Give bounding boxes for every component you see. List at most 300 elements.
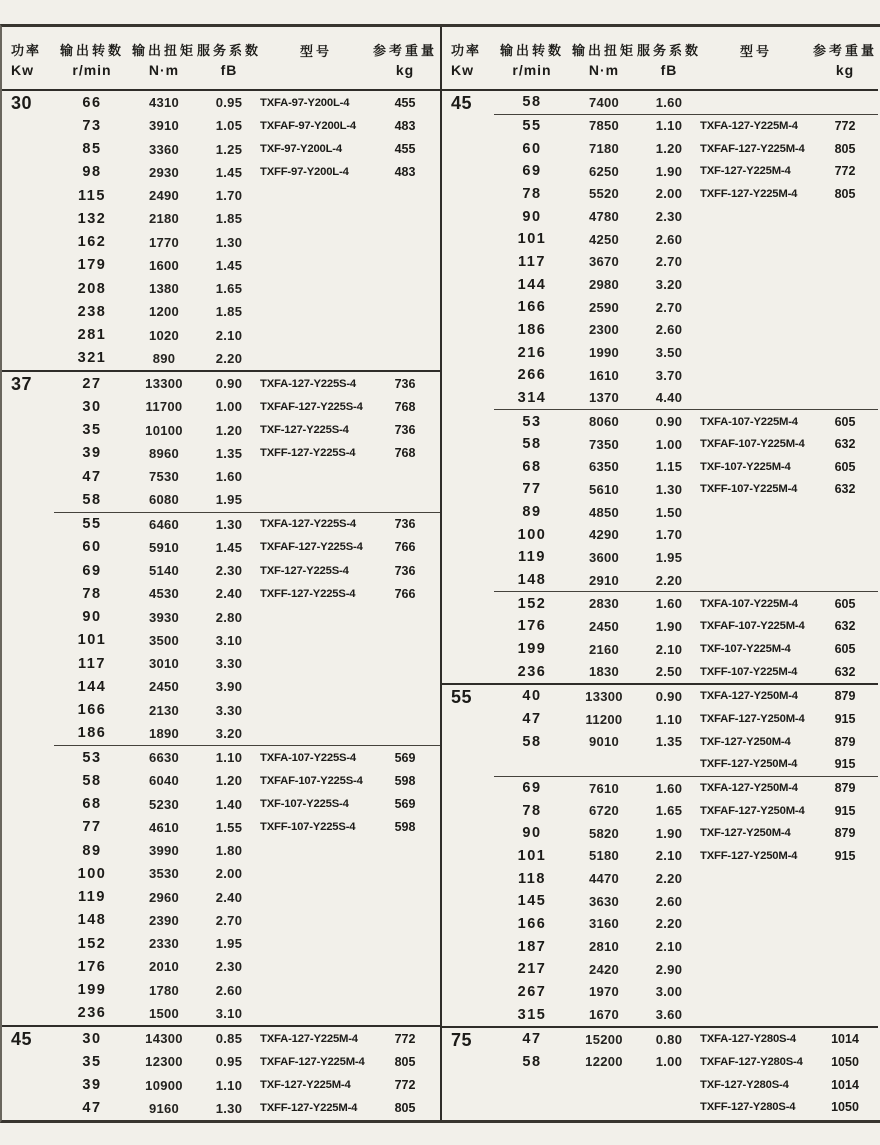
cell-output-speed: 117 bbox=[518, 253, 546, 270]
cell-output-speed: 236 bbox=[517, 663, 547, 680]
cell-service-factor: 2.30 bbox=[655, 209, 683, 225]
cell-output-torque: 3930 bbox=[148, 609, 180, 625]
cell-ref-weight: 455 bbox=[394, 142, 416, 157]
cell-output-speed: 118 bbox=[518, 870, 546, 887]
cell-output-speed: 217 bbox=[517, 961, 547, 978]
cell-output-speed: 47 bbox=[522, 711, 542, 728]
row-group bbox=[54, 91, 440, 370]
cell-output-speed: 119 bbox=[78, 889, 106, 906]
table-row bbox=[494, 501, 878, 524]
cell-output-speed: 58 bbox=[82, 491, 102, 508]
table-body-left bbox=[2, 91, 440, 1120]
cell-output-speed: 148 bbox=[517, 572, 547, 589]
table-row bbox=[494, 569, 878, 592]
cell-service-factor: 2.70 bbox=[655, 299, 683, 315]
cell-model: TXFA-127-Y225M-4 bbox=[260, 1032, 358, 1045]
table-row bbox=[54, 91, 440, 114]
table-row bbox=[54, 746, 440, 769]
cell-service-factor: 3.50 bbox=[655, 345, 683, 361]
cell-ref-weight: 879 bbox=[834, 781, 856, 796]
table-row bbox=[494, 660, 878, 683]
header-output-torque bbox=[130, 27, 198, 89]
table-row bbox=[494, 478, 878, 501]
cell-service-factor: 0.95 bbox=[215, 95, 243, 111]
cell-output-torque: 1890 bbox=[148, 725, 180, 741]
cell-output-torque: 3990 bbox=[148, 843, 180, 859]
cell-output-torque: 2330 bbox=[148, 936, 180, 952]
table-row bbox=[54, 465, 440, 488]
cell-output-torque: 3530 bbox=[148, 866, 180, 882]
cell-model: TXFA-107-Y225M-4 bbox=[700, 597, 798, 610]
power-section bbox=[2, 1025, 440, 1120]
cell-output-speed: 78 bbox=[522, 185, 542, 202]
cell-service-factor: 3.70 bbox=[655, 367, 683, 383]
cell-service-factor: 1.45 bbox=[215, 164, 243, 180]
table-row bbox=[54, 254, 440, 277]
cell-output-torque: 2420 bbox=[588, 961, 620, 977]
cell-output-torque: 9160 bbox=[148, 1100, 180, 1116]
table-row bbox=[54, 909, 440, 932]
cell-service-factor: 1.10 bbox=[655, 711, 683, 727]
table-row bbox=[494, 523, 878, 546]
cell-output-speed: 73 bbox=[82, 117, 102, 134]
cell-model: TXFAF-127-Y250M-4 bbox=[700, 713, 805, 726]
header-output-torque-label: 输出扭矩 bbox=[131, 43, 196, 58]
cell-output-torque: 2180 bbox=[148, 211, 180, 227]
table-row bbox=[54, 513, 440, 536]
cell-output-speed: 58 bbox=[522, 94, 542, 111]
cell-model: TXFAF-97-Y200L-4 bbox=[260, 119, 356, 132]
table-row bbox=[494, 273, 878, 296]
cell-service-factor: 3.00 bbox=[655, 984, 683, 1000]
cell-output-torque: 4470 bbox=[588, 871, 620, 887]
table-row bbox=[54, 161, 440, 184]
cell-output-speed: 236 bbox=[77, 1005, 107, 1022]
table-row bbox=[494, 456, 878, 479]
cell-service-factor: 1.90 bbox=[655, 163, 683, 179]
row-group bbox=[494, 1028, 878, 1119]
cell-service-factor: 2.60 bbox=[655, 231, 683, 247]
cell-output-torque: 2910 bbox=[588, 572, 620, 588]
table-row bbox=[494, 708, 878, 731]
cell-service-factor: 1.90 bbox=[655, 618, 683, 634]
cell-output-torque: 1600 bbox=[148, 257, 180, 273]
power-section bbox=[2, 91, 440, 370]
cell-output-speed: 77 bbox=[82, 819, 102, 836]
header-output-speed-label: 输出转数 bbox=[59, 43, 124, 58]
cell-service-factor: 1.95 bbox=[215, 492, 243, 508]
header-service-factor-label: 服务系数 bbox=[637, 43, 702, 58]
table-panel-right bbox=[440, 27, 878, 1120]
cell-output-speed: 267 bbox=[517, 983, 547, 1000]
cell-service-factor: 3.20 bbox=[655, 277, 683, 293]
cell-output-speed: 90 bbox=[82, 609, 102, 626]
table-row bbox=[494, 205, 878, 228]
cell-ref-weight: 483 bbox=[394, 165, 416, 180]
section-groups bbox=[54, 91, 440, 370]
cell-output-speed: 66 bbox=[82, 94, 102, 111]
cell-output-speed: 30 bbox=[82, 398, 102, 415]
cell-output-torque: 1610 bbox=[588, 367, 620, 383]
cell-service-factor: 3.10 bbox=[215, 1005, 243, 1021]
table-row bbox=[54, 372, 440, 395]
cell-output-torque: 4310 bbox=[148, 95, 180, 111]
cell-output-torque: 5910 bbox=[148, 539, 180, 555]
cell-output-torque: 13300 bbox=[145, 376, 183, 392]
table-row bbox=[494, 981, 878, 1004]
header-model-label: 型号 bbox=[299, 43, 332, 59]
table-row bbox=[494, 685, 878, 708]
table-row bbox=[54, 652, 440, 675]
cell-output-torque: 1970 bbox=[588, 984, 620, 1000]
cell-model: TXFAF-127-Y225S-4 bbox=[260, 541, 363, 554]
cell-output-torque: 6460 bbox=[148, 516, 180, 532]
table-row bbox=[54, 675, 440, 698]
table-row bbox=[494, 958, 878, 981]
cell-output-torque: 7530 bbox=[148, 469, 180, 485]
cell-model: TXFA-97-Y200L-4 bbox=[260, 96, 350, 109]
cell-output-torque: 2930 bbox=[148, 164, 180, 180]
table-row bbox=[54, 442, 440, 465]
cell-output-torque: 890 bbox=[152, 350, 176, 366]
cell-service-factor: 2.20 bbox=[655, 871, 683, 887]
cell-output-speed: 100 bbox=[77, 865, 107, 882]
table-row bbox=[54, 300, 440, 323]
cell-ref-weight: 772 bbox=[834, 118, 856, 133]
cell-ref-weight: 772 bbox=[394, 1031, 416, 1046]
cell-model: TXFAF-127-Y225M-4 bbox=[700, 142, 805, 155]
table-row bbox=[494, 935, 878, 958]
cell-ref-weight: 632 bbox=[834, 437, 856, 452]
cell-service-factor: 1.60 bbox=[655, 780, 683, 796]
cell-output-torque: 6720 bbox=[588, 803, 620, 819]
cell-service-factor: 1.60 bbox=[215, 469, 243, 485]
table-row bbox=[494, 410, 878, 433]
cell-ref-weight: 1050 bbox=[831, 1100, 859, 1115]
cell-ref-weight: 605 bbox=[834, 459, 856, 474]
header-model bbox=[260, 27, 372, 89]
cell-model: TXFF-127-Y225M-4 bbox=[260, 1102, 358, 1115]
table-row bbox=[494, 91, 878, 114]
cell-model: TXFA-127-Y250M-4 bbox=[700, 782, 798, 795]
cell-output-torque: 9010 bbox=[588, 734, 620, 750]
cell-output-speed: 101 bbox=[517, 231, 547, 248]
cell-model: TXFA-127-Y225S-4 bbox=[260, 518, 357, 531]
cell-output-speed: 152 bbox=[517, 595, 547, 612]
cell-output-torque: 3600 bbox=[588, 549, 620, 565]
table-row bbox=[494, 730, 878, 753]
cell-model: TXF-127-Y250M-4 bbox=[700, 735, 791, 748]
cell-output-torque: 1670 bbox=[588, 1007, 620, 1023]
cell-output-torque: 7400 bbox=[588, 94, 620, 110]
row-group bbox=[494, 409, 878, 591]
cell-ref-weight: 736 bbox=[394, 563, 416, 578]
table-row bbox=[54, 114, 440, 137]
header-power bbox=[442, 27, 494, 89]
cell-output-torque: 3160 bbox=[588, 916, 620, 932]
cell-service-factor: 0.90 bbox=[655, 688, 683, 704]
cell-service-factor: 1.35 bbox=[215, 445, 243, 461]
cell-service-factor: 1.20 bbox=[655, 141, 683, 157]
cell-output-speed: 208 bbox=[77, 280, 107, 297]
cell-output-torque: 10100 bbox=[145, 422, 183, 438]
cell-service-factor: 0.95 bbox=[215, 1054, 243, 1070]
cell-ref-weight: 772 bbox=[394, 1078, 416, 1093]
cell-output-torque: 6080 bbox=[148, 492, 180, 508]
section-groups bbox=[494, 91, 878, 683]
cell-service-factor: 1.90 bbox=[655, 825, 683, 841]
cell-output-speed: 115 bbox=[78, 187, 106, 204]
cell-output-speed: 101 bbox=[517, 847, 547, 864]
cell-model: TXFA-107-Y225S-4 bbox=[260, 751, 357, 764]
cell-ref-weight: 879 bbox=[834, 734, 856, 749]
power-kw-label: 55 bbox=[451, 687, 473, 708]
cell-output-speed: 238 bbox=[77, 303, 107, 320]
cell-ref-weight: 768 bbox=[394, 446, 416, 461]
cell-output-torque: 2130 bbox=[148, 702, 180, 718]
power-kw-label: 45 bbox=[11, 1029, 33, 1049]
cell-output-torque: 2960 bbox=[148, 889, 180, 905]
cell-model: TXF-127-Y225M-4 bbox=[700, 165, 791, 178]
cell-service-factor: 1.50 bbox=[655, 504, 683, 520]
cell-service-factor: 1.70 bbox=[215, 188, 243, 204]
table-row bbox=[494, 160, 878, 183]
cell-service-factor: 1.45 bbox=[215, 257, 243, 273]
cell-output-speed: 68 bbox=[522, 458, 542, 475]
cell-output-torque: 5180 bbox=[588, 848, 620, 864]
cell-output-speed: 60 bbox=[522, 140, 542, 157]
cell-output-speed: 166 bbox=[517, 915, 547, 932]
cell-output-speed: 187 bbox=[517, 938, 547, 955]
table-row bbox=[494, 1028, 878, 1051]
cell-ref-weight: 598 bbox=[394, 773, 416, 788]
cell-ref-weight: 768 bbox=[394, 399, 416, 414]
cell-output-speed: 39 bbox=[82, 445, 102, 462]
cell-model: TXFAF-127-Y280S-4 bbox=[700, 1055, 803, 1068]
row-group bbox=[494, 591, 878, 683]
table-row bbox=[494, 1051, 878, 1074]
cell-model: TXFF-127-Y225M-4 bbox=[700, 187, 798, 200]
cell-output-torque: 12300 bbox=[145, 1054, 183, 1070]
cell-service-factor: 1.85 bbox=[215, 211, 243, 227]
cell-model: TXFAF-127-Y225S-4 bbox=[260, 400, 363, 413]
cell-output-torque: 4290 bbox=[588, 527, 620, 543]
cell-output-torque: 2980 bbox=[588, 277, 620, 293]
header-power-unit: Kw bbox=[451, 62, 474, 78]
cell-output-speed: 69 bbox=[522, 163, 542, 180]
cell-service-factor: 1.30 bbox=[215, 1100, 243, 1116]
cell-output-speed: 176 bbox=[77, 958, 107, 975]
cell-output-torque: 8060 bbox=[588, 414, 620, 430]
cell-service-factor: 1.65 bbox=[655, 803, 683, 819]
table-row bbox=[494, 777, 878, 800]
table-row bbox=[494, 183, 878, 206]
cell-output-torque: 5520 bbox=[588, 186, 620, 202]
header-model bbox=[700, 27, 812, 89]
header-output-speed bbox=[54, 27, 130, 89]
row-group bbox=[494, 91, 878, 114]
table-row bbox=[54, 277, 440, 300]
cell-output-torque: 3910 bbox=[148, 118, 180, 134]
cell-model: TXF-127-Y250M-4 bbox=[700, 827, 791, 840]
cell-output-speed: 39 bbox=[82, 1077, 102, 1094]
table-row bbox=[54, 1050, 440, 1073]
cell-ref-weight: 766 bbox=[394, 540, 416, 555]
cell-model: TXFF-127-Y280S-4 bbox=[700, 1101, 796, 1114]
cell-service-factor: 1.85 bbox=[215, 304, 243, 320]
table-row bbox=[494, 1003, 878, 1026]
cell-service-factor: 1.30 bbox=[655, 481, 683, 497]
table-row bbox=[54, 816, 440, 839]
cell-model: TXF-107-Y225S-4 bbox=[260, 798, 349, 811]
cell-ref-weight: 605 bbox=[834, 414, 856, 429]
cell-model: TXFA-107-Y225M-4 bbox=[700, 415, 798, 428]
header-ref-weight-unit: kg bbox=[395, 62, 415, 78]
header-ref-weight-unit: kg bbox=[835, 62, 855, 78]
cell-model: TXFA-127-Y280S-4 bbox=[700, 1033, 797, 1046]
cell-output-speed: 58 bbox=[82, 772, 102, 789]
cell-service-factor: 3.60 bbox=[655, 1007, 683, 1023]
header-service-factor-unit: fB bbox=[660, 62, 678, 78]
table-row bbox=[54, 839, 440, 862]
table-row bbox=[494, 638, 878, 661]
cell-service-factor: 1.10 bbox=[215, 1077, 243, 1093]
table-row bbox=[494, 1096, 878, 1119]
cell-output-speed: 58 bbox=[522, 436, 542, 453]
cell-output-torque: 3500 bbox=[148, 632, 180, 648]
cell-service-factor: 4.40 bbox=[655, 390, 683, 406]
cell-output-torque: 11700 bbox=[145, 399, 183, 415]
cell-service-factor: 2.00 bbox=[215, 866, 243, 882]
cell-output-speed: 58 bbox=[522, 733, 542, 750]
cell-model: TXF-127-Y225S-4 bbox=[260, 564, 349, 577]
cell-service-factor: 2.20 bbox=[655, 916, 683, 932]
header-output-torque-unit: N·m bbox=[148, 62, 180, 78]
cell-service-factor: 0.80 bbox=[655, 1031, 683, 1047]
cell-model: TXFF-127-Y250M-4 bbox=[700, 849, 798, 862]
cell-output-speed: 68 bbox=[82, 796, 102, 813]
cell-service-factor: 2.30 bbox=[215, 959, 243, 975]
cell-model: TXFF-107-Y225M-4 bbox=[700, 665, 798, 678]
table-row bbox=[494, 251, 878, 274]
cell-output-torque: 3010 bbox=[148, 656, 180, 672]
cell-service-factor: 1.60 bbox=[655, 94, 683, 110]
table-row bbox=[494, 822, 878, 845]
cell-output-speed: 144 bbox=[77, 678, 107, 695]
header-output-torque bbox=[570, 27, 638, 89]
cell-service-factor: 2.10 bbox=[655, 641, 683, 657]
cell-service-factor: 1.95 bbox=[215, 936, 243, 952]
cell-service-factor: 2.60 bbox=[655, 893, 683, 909]
cell-output-torque: 2390 bbox=[148, 912, 180, 928]
cell-output-speed: 216 bbox=[517, 344, 547, 361]
header-output-speed-unit: r/min bbox=[72, 62, 112, 78]
cell-ref-weight: 455 bbox=[394, 95, 416, 110]
table-row bbox=[54, 207, 440, 230]
table-row bbox=[494, 137, 878, 160]
table-row bbox=[494, 115, 878, 138]
cell-service-factor: 2.20 bbox=[215, 350, 243, 366]
power-kw-label: 75 bbox=[451, 1029, 473, 1050]
cell-ref-weight: 772 bbox=[834, 164, 856, 179]
power-section bbox=[2, 370, 440, 1025]
cell-output-speed: 35 bbox=[82, 1053, 102, 1070]
cell-model: TXFAF-107-Y225M-4 bbox=[700, 438, 805, 451]
table-row bbox=[494, 341, 878, 364]
cell-service-factor: 2.40 bbox=[215, 586, 243, 602]
cell-output-torque: 7350 bbox=[588, 436, 620, 452]
cell-output-speed: 152 bbox=[77, 935, 107, 952]
table-row bbox=[54, 1097, 440, 1120]
cell-output-speed: 148 bbox=[77, 912, 107, 929]
table-row bbox=[494, 913, 878, 936]
cell-output-speed: 321 bbox=[77, 350, 107, 367]
cell-service-factor: 2.90 bbox=[655, 961, 683, 977]
cell-output-torque: 14300 bbox=[145, 1031, 183, 1047]
cell-output-speed: 60 bbox=[82, 539, 102, 556]
cell-ref-weight: 632 bbox=[834, 664, 856, 679]
header-output-speed-unit: r/min bbox=[512, 62, 552, 78]
cell-output-speed: 53 bbox=[522, 413, 542, 430]
header-power-unit: Kw bbox=[11, 62, 34, 78]
table-row bbox=[494, 364, 878, 387]
table-row bbox=[494, 592, 878, 615]
cell-service-factor: 3.20 bbox=[215, 725, 243, 741]
cell-output-speed: 55 bbox=[522, 117, 542, 134]
cell-output-torque: 2010 bbox=[148, 959, 180, 975]
table-row bbox=[494, 753, 878, 776]
header-service-factor-unit: fB bbox=[220, 62, 238, 78]
cell-model: TXFF-97-Y200L-4 bbox=[260, 166, 349, 179]
cell-service-factor: 2.00 bbox=[655, 186, 683, 202]
power-section bbox=[442, 1026, 878, 1119]
cell-output-speed: 176 bbox=[517, 618, 547, 635]
cell-model: TXFF-107-Y225S-4 bbox=[260, 821, 356, 834]
cell-output-torque: 3630 bbox=[588, 893, 620, 909]
table-row bbox=[54, 231, 440, 254]
cell-output-speed: 47 bbox=[522, 1031, 542, 1048]
cell-output-speed: 186 bbox=[77, 725, 107, 742]
cell-output-speed: 145 bbox=[517, 893, 547, 910]
cell-model: TXF-127-Y225S-4 bbox=[260, 424, 349, 437]
cell-ref-weight: 805 bbox=[394, 1054, 416, 1069]
cell-service-factor: 1.10 bbox=[655, 118, 683, 134]
cell-service-factor: 2.50 bbox=[655, 664, 683, 680]
cell-output-speed: 55 bbox=[82, 516, 102, 533]
table-row bbox=[494, 228, 878, 251]
table-row bbox=[54, 1002, 440, 1025]
cell-output-torque: 5140 bbox=[148, 563, 180, 579]
header-output-speed-label: 输出转数 bbox=[499, 43, 564, 58]
cell-output-torque: 6630 bbox=[148, 750, 180, 766]
cell-service-factor: 2.10 bbox=[655, 939, 683, 955]
cell-service-factor: 2.70 bbox=[215, 912, 243, 928]
cell-ref-weight: 736 bbox=[394, 517, 416, 532]
cell-service-factor: 3.10 bbox=[215, 632, 243, 648]
cell-service-factor: 2.70 bbox=[655, 254, 683, 270]
cell-output-speed: 119 bbox=[518, 549, 546, 566]
table-row bbox=[54, 1074, 440, 1097]
power-kw-label: 45 bbox=[451, 93, 473, 113]
cell-output-torque: 5230 bbox=[148, 796, 180, 812]
power-kw-label: 37 bbox=[11, 374, 33, 394]
table-row bbox=[494, 546, 878, 569]
section-groups bbox=[494, 1028, 878, 1119]
cell-service-factor: 1.35 bbox=[655, 734, 683, 750]
cell-output-torque: 2590 bbox=[588, 299, 620, 315]
cell-output-torque: 3670 bbox=[588, 254, 620, 270]
cell-output-speed: 314 bbox=[517, 389, 547, 406]
